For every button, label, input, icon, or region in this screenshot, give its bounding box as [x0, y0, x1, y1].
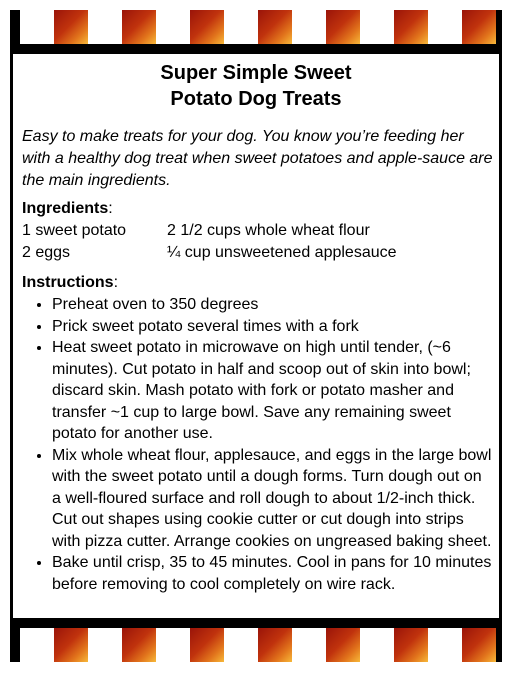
checker-square [122, 10, 156, 44]
checker-square [394, 10, 428, 44]
checker-square [428, 628, 462, 662]
ingredients-heading: Ingredients: [22, 200, 113, 217]
checker-square [190, 10, 224, 44]
checker-square [88, 10, 122, 44]
title-line-2: Potato Dog Treats [170, 88, 342, 110]
checker-square [326, 10, 360, 44]
checker-square [156, 628, 190, 662]
checker-square [190, 628, 224, 662]
ingredient-row [22, 220, 370, 242]
checker-square [224, 10, 258, 44]
checker-square [394, 628, 428, 662]
checker-square [462, 10, 496, 44]
checker-square [20, 628, 54, 662]
ingredient-item: ¼ cup unsweetened applesauce [167, 244, 397, 261]
instructions-heading: Instructions: [22, 274, 119, 291]
instruction-step: • Bake until crisp, 35 to 45 minutes. Cool in pans for 10 minutes before removing to cool completely on wire rack. [52, 552, 492, 595]
checker-square [258, 628, 292, 662]
checker-square [122, 628, 156, 662]
checker-square [224, 628, 258, 662]
checker-square [360, 628, 394, 662]
top-checker-border [10, 10, 502, 44]
checker-square [292, 628, 326, 662]
checker-square [258, 10, 292, 44]
ingredient-row [22, 242, 397, 264]
checker-square [360, 10, 394, 44]
instruction-step: • Prick sweet potato several times with a fork [52, 316, 492, 338]
ingredient-item: 2 eggs [22, 244, 71, 261]
checker-square [54, 10, 88, 44]
instructions-heading-text: Instructions [22, 274, 114, 291]
instruction-step: • Preheat oven to 350 degrees [52, 294, 492, 316]
title-line-1: Super Simple Sweet [160, 62, 352, 84]
bottom-checker-border [10, 628, 502, 662]
checker-square [292, 10, 326, 44]
checker-square [20, 10, 54, 44]
recipe-card [10, 10, 502, 662]
checker-square [462, 628, 496, 662]
instruction-step: • Mix whole wheat flour, applesauce, and eggs in the large bowl with the sweet potato until a dough forms. Turn dough out on a well-floured surface and roll dough to about 1/2-inch thick. Cut out shapes using cookie cutter or cut dough into strips with pizza cutter. Arrange cookies on ungreased baking sheet. [52, 445, 492, 553]
checker-square [88, 628, 122, 662]
ingredients-heading-text: Ingredients [22, 200, 109, 217]
checker-square [54, 628, 88, 662]
ingredient-item: 2 1/2 cups whole wheat flour [167, 222, 370, 239]
recipe-title [13, 60, 499, 112]
instructions-list [22, 294, 492, 595]
recipe-intro: Easy to make treats for your dog. You know you’re feeding her with a healthy dog treat when sweet potatoes and apple-sauce are the main ingredients. [22, 128, 493, 189]
recipe-panel [13, 54, 499, 618]
ingredient-item: 1 sweet potato [22, 222, 127, 239]
instruction-step: • Heat sweet potato in microwave on high until tender, (~6 minutes). Cut potato in half and scoop out of skin into bowl; discard skin. Mash potato with fork or potato masher and transfer ~1 cup to large bowl. Save any remaining sweet potato for another use. [52, 337, 492, 445]
checker-square [326, 628, 360, 662]
checker-square [156, 10, 190, 44]
checker-square [428, 10, 462, 44]
